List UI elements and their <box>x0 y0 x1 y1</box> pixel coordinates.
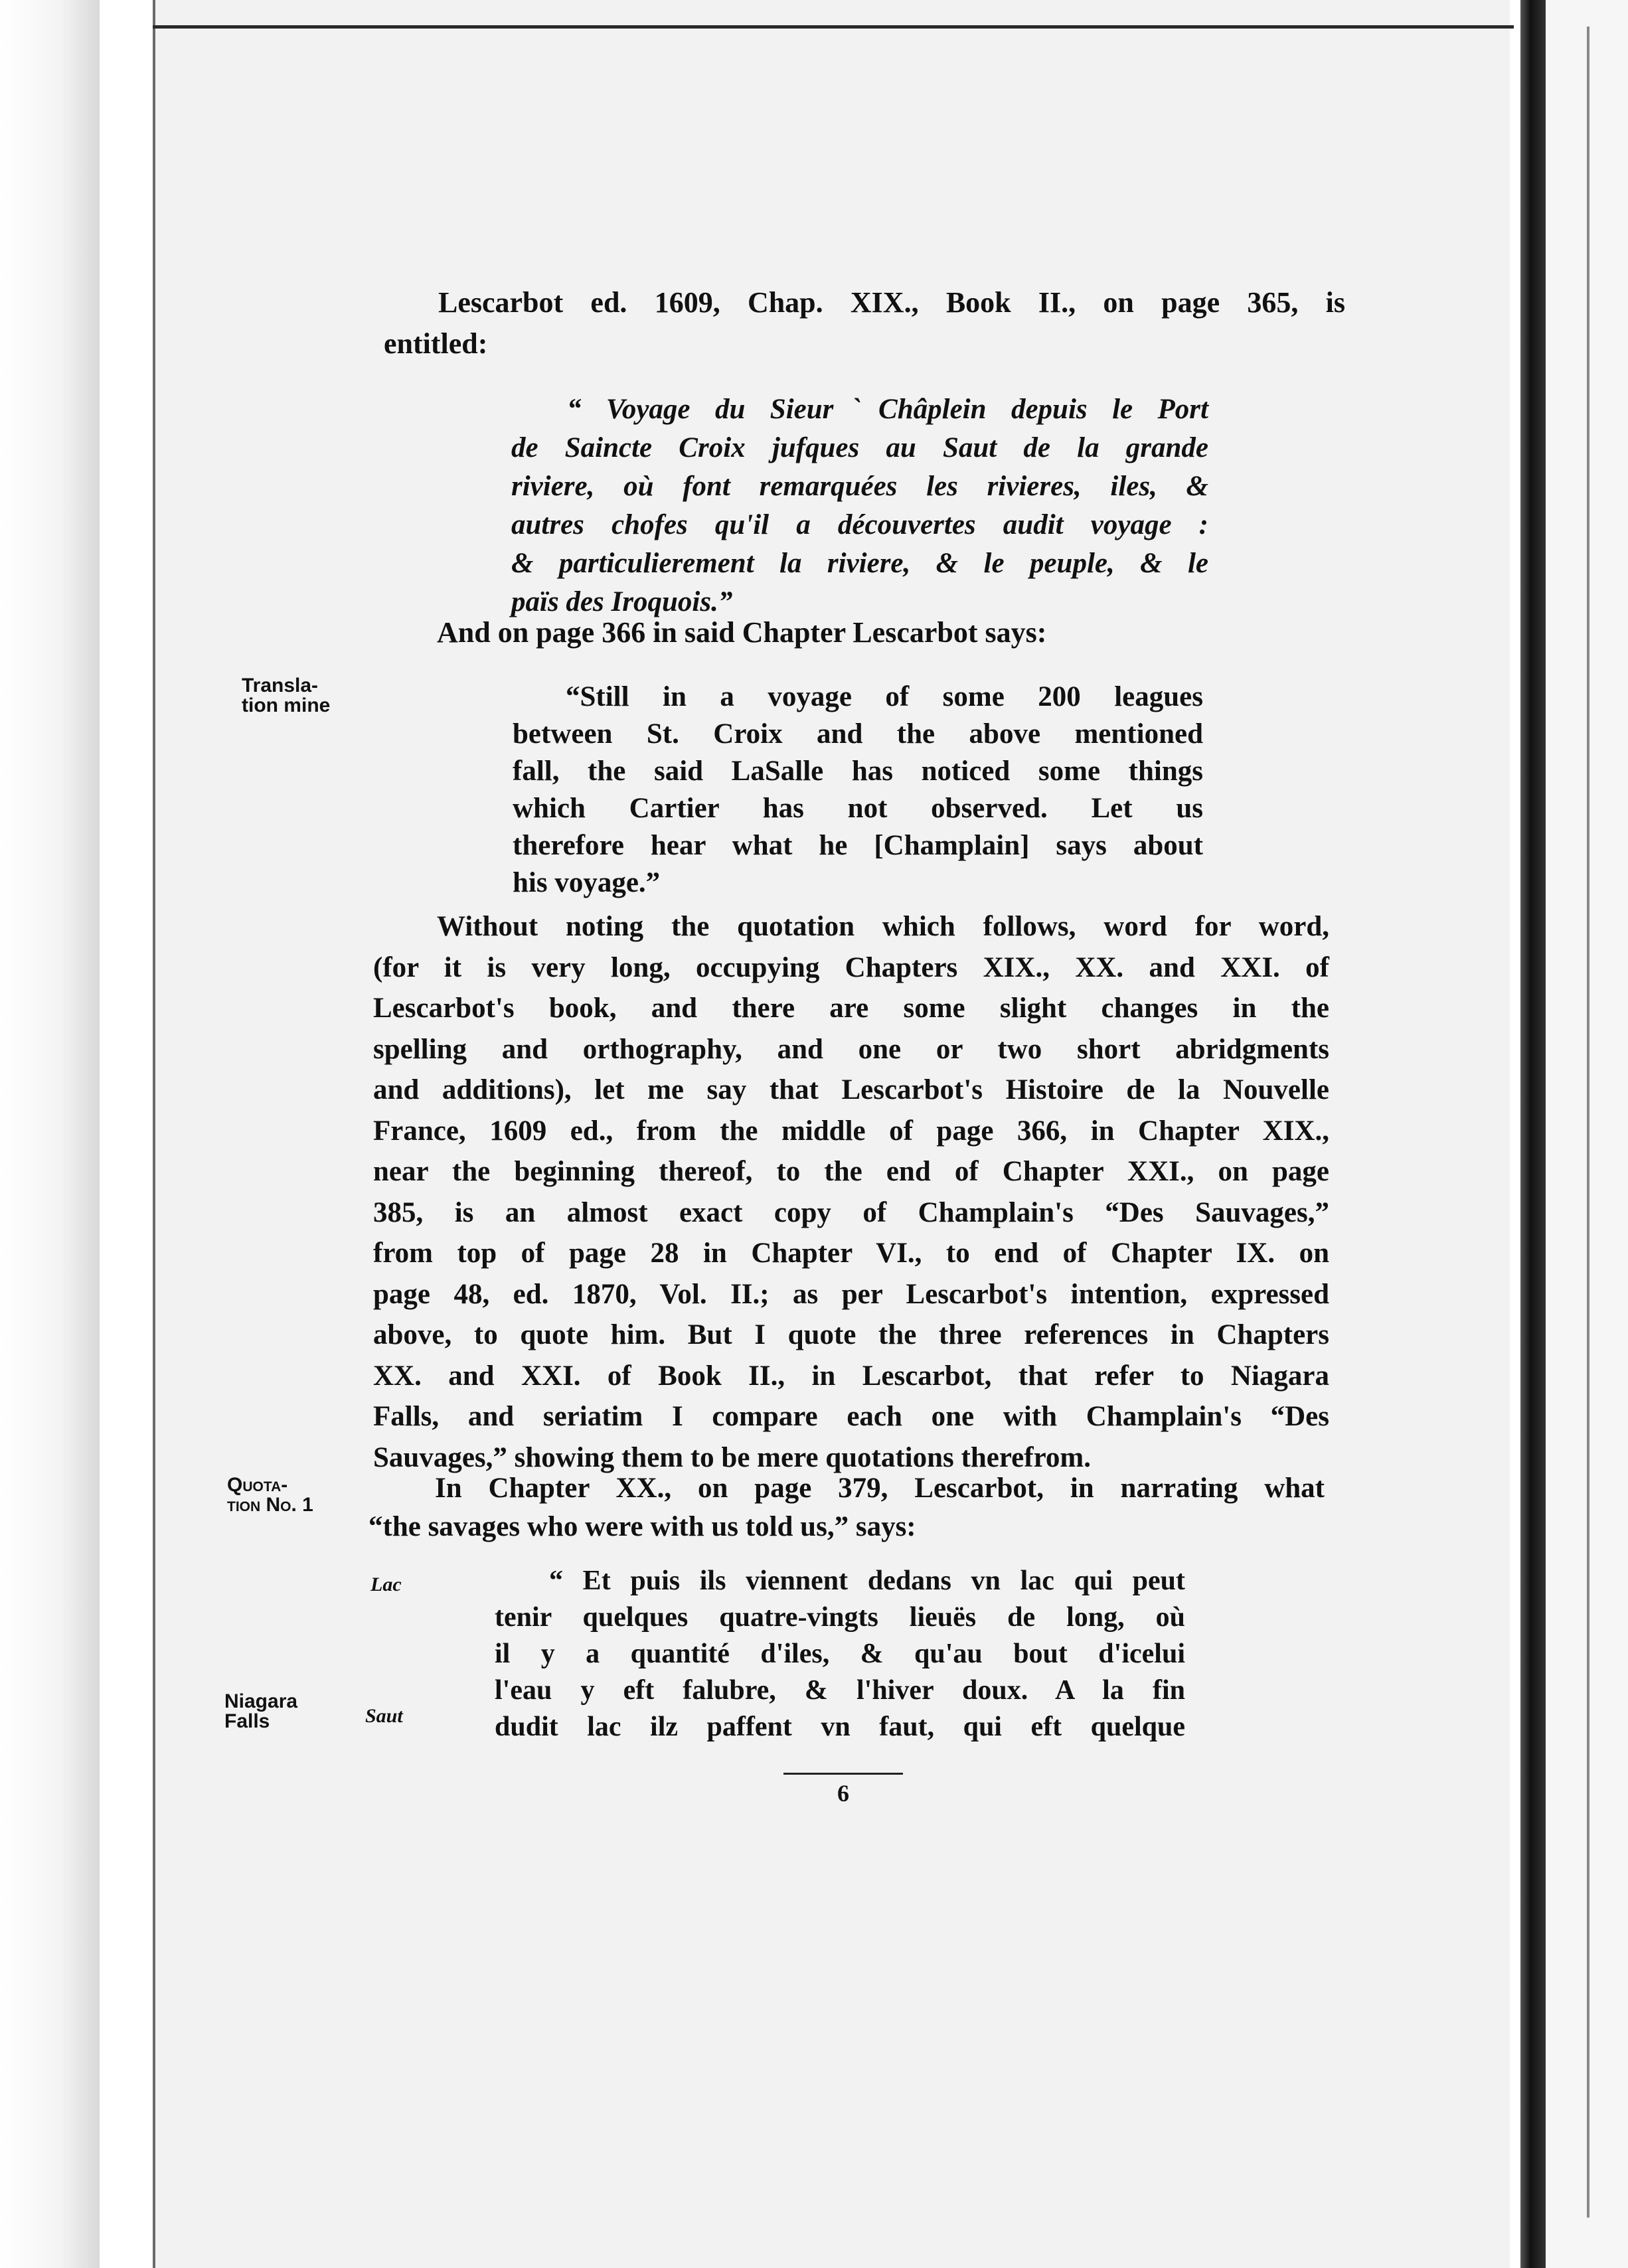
text-line: and additions), let me say that Lescarbot's Histoire de la Nouvelle <box>373 1074 1329 1105</box>
text-line: Falls, and seriatim I compare each one with Champlain's “Des <box>373 1401 1329 1432</box>
text-line: page 48, ed. 1870, Vol. II.; as per Lescarbot's intention, expressed <box>373 1278 1329 1310</box>
text-line: his voyage.” <box>513 867 661 898</box>
text-line: “Still in a voyage of some 200 leagues <box>566 681 1203 712</box>
margin-note-saut: Saut <box>365 1705 403 1727</box>
text-line: de Saincte Croix jufques au Saut de la grande <box>511 432 1208 463</box>
text-line: And on page 366 in said Chapter Lescarbot says: <box>437 616 1047 649</box>
text-line: tenir quelques quatre-vingts lieuës de long, où <box>495 1602 1185 1633</box>
text-line: riviere, où font remarquées les rivieres, iles, & <box>511 471 1208 502</box>
text-line: “the savages who were with us told us,” says: <box>368 1511 916 1542</box>
margin-line: tion No. 1 <box>227 1494 313 1516</box>
text-line: autres chofes qu'il a découvertes audit voyage : <box>511 509 1208 540</box>
paragraph-4 <box>368 1469 1325 1546</box>
margin-line: Transla- <box>242 675 319 696</box>
text-line: & particulierement la riviere, & le peuple, & le <box>511 548 1208 579</box>
margin-line: tion mine <box>242 694 331 716</box>
margin-note-niagara-falls <box>224 1692 297 1732</box>
english-quote <box>513 679 1203 902</box>
margin-note-quotation <box>227 1475 313 1515</box>
margin-line: Niagara <box>224 1690 298 1712</box>
text-line: 385, is an almost exact copy of Champlain's “Des Sauvages,” <box>373 1196 1329 1228</box>
text-line: Lescarbot's book, and there are some slight changes in the <box>373 993 1329 1024</box>
next-page-border <box>1587 27 1589 2218</box>
french-quote-2 <box>495 1563 1185 1745</box>
paragraph-2 <box>437 612 1300 653</box>
text-line: il y a quantité d'iles, & qu'au bout d'icelui <box>495 1639 1185 1669</box>
text-line: (for it is very long, occupying Chapters XIX., XX. and XXI. of <box>373 951 1329 983</box>
binding-shadow <box>1520 0 1546 2268</box>
text-line: païs des Iroquois.” <box>511 586 733 617</box>
page-top-border <box>153 25 1514 29</box>
text-line: near the beginning thereof, to the end of Chapter XXI., on page <box>373 1156 1329 1187</box>
text-line: therefore hear what he [Champlain] says about <box>513 830 1203 861</box>
text-line: France, 1609 ed., from the middle of page 366, in Chapter XIX., <box>373 1115 1329 1147</box>
french-quote-1 <box>511 390 1208 621</box>
text-line: “ Et puis ils viennent dedans vn lac qui peut <box>549 1566 1185 1596</box>
text-line: Without noting the quotation which follows, word for word, <box>437 911 1329 942</box>
text-line: XX. and XXI. of Book II., in Lescarbot, that refer to Niagara <box>373 1360 1329 1392</box>
margin-note-translation <box>242 676 330 716</box>
text-line: “ Voyage du SieurˋChâplein depuis le Port <box>567 394 1208 425</box>
page-left-edge <box>0 0 100 2268</box>
text-line: Lescarbot ed. 1609, Chap. XIX., Book II., on page 365, is <box>438 286 1345 319</box>
text-line: fall, the said LaSalle has noticed some things <box>513 756 1203 787</box>
text-line: between St. Croix and the above mentioned <box>513 718 1203 750</box>
margin-line: Falls <box>224 1710 270 1732</box>
text-line: which Cartier has not observed. Let us <box>513 793 1203 824</box>
text-line: dudit lac ilz paffent vn faut, qui eft quelque <box>495 1712 1185 1742</box>
page-number: 6 <box>837 1780 849 1807</box>
text-line: In Chapter XX., on page 379, Lescarbot, in narrating what <box>435 1473 1325 1504</box>
margin-line: Quota- <box>227 1474 288 1496</box>
footer-rule <box>783 1773 903 1775</box>
text-line: entitled: <box>384 327 488 360</box>
text-line: Sauvages,” showing them to be mere quotations therefrom. <box>373 1441 1091 1473</box>
text-line: l'eau y eft falubre, & l'hiver doux. A la fin <box>495 1675 1185 1706</box>
margin-note-lac: Lac <box>370 1574 402 1595</box>
paragraph-1 <box>384 282 1345 364</box>
text-line: from top of page 28 in Chapter VI., to end of Chapter IX. on <box>373 1238 1329 1269</box>
text-line: spelling and orthography, and one or two short abridgments <box>373 1033 1329 1065</box>
paragraph-3 <box>373 906 1329 1478</box>
text-line: above, to quote him. But I quote the three references in Chapters <box>373 1319 1329 1350</box>
